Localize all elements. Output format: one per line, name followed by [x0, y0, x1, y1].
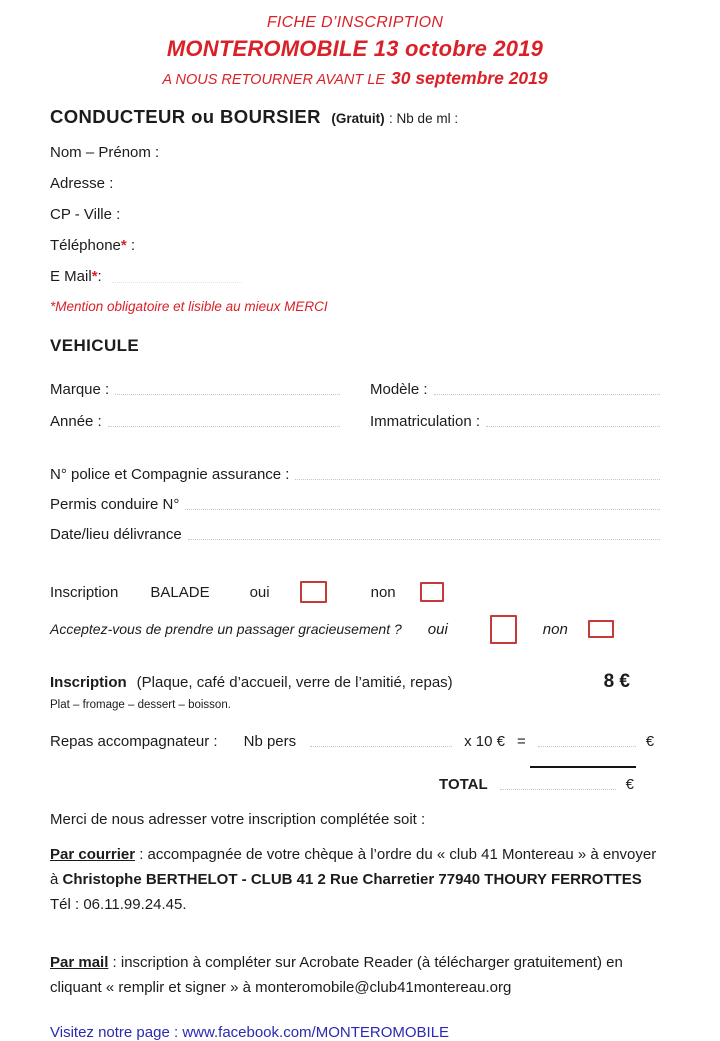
mail-label: Par mail — [50, 954, 109, 971]
field-adresse-label: Adresse : — [50, 175, 114, 192]
modele-fill-line[interactable] — [434, 393, 660, 395]
vehicle-grid — [50, 370, 660, 434]
inscription-price-row — [50, 671, 660, 693]
required-asterisk: * — [120, 237, 127, 254]
courrier-text: : accompagnée de votre chèque à l’ordre du « club 41 Montereau » à envoyer à — [50, 846, 657, 888]
field-modele — [370, 370, 660, 402]
email-paragraph — [50, 950, 660, 1000]
required-asterisk: * — [91, 268, 98, 285]
field-immatriculation — [370, 402, 660, 434]
annee-fill-line[interactable] — [108, 425, 340, 427]
field-nom-label: Nom – Prénom : — [50, 144, 160, 161]
field-adresse — [50, 175, 660, 206]
deadline-prefix: A NOUS RETOURNER AVANT LE — [162, 72, 385, 88]
email-address: monteromobile@club41montereau.org — [255, 979, 512, 996]
conductor-section-title — [50, 106, 660, 128]
field-police — [50, 456, 660, 486]
field-nom — [50, 144, 660, 175]
conductor-title: CONDUCTEUR ou BOURSIER — [50, 106, 321, 127]
passenger-non-label: non — [542, 620, 568, 638]
inscription-detail: (Plaque, café d’accueil, verre de l’amitié, repas) — [136, 674, 453, 691]
field-permis-label: Permis conduire N° — [50, 496, 180, 513]
companion-meal-row — [50, 728, 660, 752]
multiplier-label: x 10 € — [464, 733, 506, 750]
euro-sign: € — [645, 733, 655, 750]
field-telephone — [50, 237, 660, 268]
mail-text: : inscription à compléter sur Acrobate Reader (à télécharger gratuitement) en cliquant « remplir et signer » à — [50, 954, 623, 996]
field-telephone-label: Téléphone* : — [50, 237, 136, 254]
menu-description: Plat – fromage – dessert – boisson. — [50, 699, 231, 711]
balade-inscription-label: Inscription — [50, 583, 119, 601]
facebook-prefix: Visitez notre page : — [50, 1024, 183, 1041]
courrier-address: Christophe BERTHELOT - CLUB 41 2 Rue Charretier 77940 THOURY FERROTTES — [62, 871, 642, 888]
passenger-oui-checkbox[interactable] — [490, 615, 517, 644]
balade-oui-label: oui — [249, 583, 270, 601]
marque-fill-line[interactable] — [115, 393, 340, 395]
field-annee-label: Année : — [50, 413, 102, 430]
email-fill-line[interactable] — [112, 268, 242, 283]
send-instructions-intro: Merci de nous adresser votre inscription complétée soit : — [50, 811, 426, 828]
field-delivrance-label: Date/lieu délivrance — [50, 526, 182, 543]
field-modele-label: Modèle : — [370, 381, 428, 398]
permis-fill-line[interactable] — [185, 508, 660, 510]
total-fill-line[interactable] — [500, 788, 616, 790]
vehicle-row-2 — [50, 402, 660, 434]
field-police-label: N° police et Compagnie assurance : — [50, 466, 290, 483]
deadline-line — [50, 68, 660, 89]
inscription-price: 8 € — [603, 671, 630, 692]
equals-sign: = — [517, 733, 526, 750]
nb-pers-fill-line[interactable] — [310, 745, 452, 747]
field-permis — [50, 486, 660, 516]
courrier-label: Par courrier — [50, 846, 136, 863]
vehicle-row-1 — [50, 370, 660, 402]
courrier-phone: Tél : 06.11.99.24.45. — [50, 896, 187, 913]
insurance-fields — [50, 456, 660, 546]
field-cp-ville-label: CP - Ville : — [50, 206, 121, 223]
passenger-question-row — [50, 613, 660, 645]
immatriculation-fill-line[interactable] — [486, 425, 660, 427]
passenger-non-checkbox[interactable] — [588, 620, 614, 638]
balade-registration-row — [50, 579, 660, 605]
inscription-label: Inscription — [50, 674, 127, 691]
field-email-label: E Mail*: — [50, 268, 102, 285]
field-cp-ville — [50, 206, 660, 237]
sum-divider-line — [530, 766, 636, 768]
form-title: FICHE D’INSCRIPTION — [266, 14, 444, 31]
event-title: MONTEROMOBILE 13 octobre 2019 — [166, 36, 544, 61]
conductor-gratuit: (Gratuit) — [331, 111, 385, 126]
meal-total-fill-line[interactable] — [538, 745, 636, 747]
total-row — [50, 776, 634, 793]
conductor-fields — [50, 144, 660, 314]
balade-non-label: non — [370, 583, 396, 601]
police-fill-line[interactable] — [295, 478, 660, 480]
deadline-date: 30 septembre 2019 — [391, 68, 548, 88]
passenger-question-label: Acceptez-vous de prendre un passager gracieusement ? — [50, 621, 402, 637]
field-annee — [50, 402, 340, 434]
total-label: TOTAL — [439, 776, 488, 793]
field-immatriculation-label: Immatriculation : — [370, 413, 481, 430]
repas-label: Repas accompagnateur : — [50, 733, 218, 750]
facebook-line — [50, 1024, 660, 1041]
balade-type-label: BALADE — [150, 583, 210, 601]
form-header — [50, 14, 660, 89]
field-marque — [50, 370, 340, 402]
required-mention: *Mention obligatoire et lisible au mieux MERCI — [50, 299, 328, 314]
passenger-oui-label: oui — [427, 620, 448, 638]
balade-oui-checkbox[interactable] — [300, 581, 327, 603]
facebook-link[interactable]: www.facebook.com/MONTEROMOBILE — [182, 1024, 450, 1041]
total-euro-sign: € — [625, 776, 634, 793]
conductor-suffix: : Nb de ml : — [389, 111, 459, 126]
mail-courier-paragraph — [50, 842, 660, 917]
nb-pers-label: Nb pers — [243, 733, 297, 750]
balade-non-checkbox[interactable] — [420, 582, 444, 602]
field-marque-label: Marque : — [50, 381, 110, 398]
field-delivrance — [50, 516, 660, 546]
vehicle-section-title: VEHICULE — [50, 336, 140, 355]
field-email — [50, 268, 660, 299]
delivrance-fill-line[interactable] — [188, 538, 660, 540]
